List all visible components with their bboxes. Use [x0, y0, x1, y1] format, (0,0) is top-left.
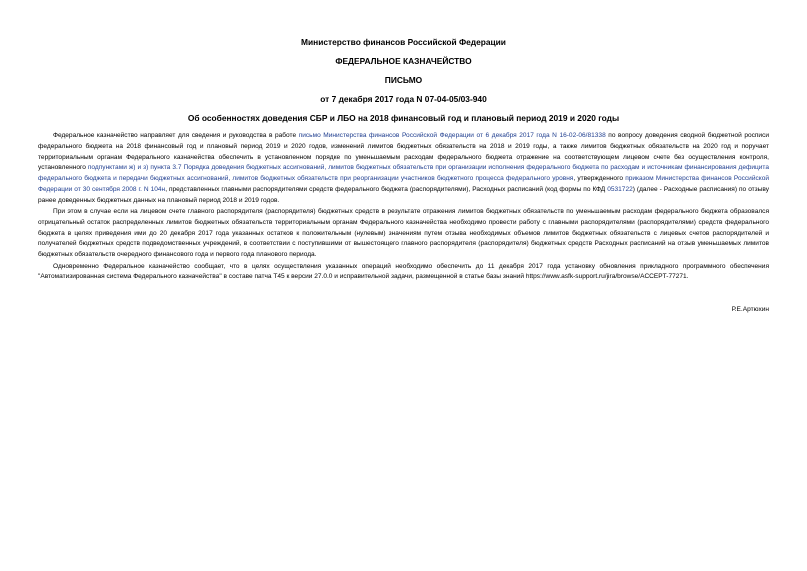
agency-heading: ФЕДЕРАЛЬНОЕ КАЗНАЧЕЙСТВО [335, 56, 472, 66]
link-ministry-letter[interactable]: письмо Министерства финансов Российской Федерации от 6 декабря 2017 года N 16-02-06/81338 [298, 132, 606, 139]
document-type-heading: ПИСЬМО [384, 75, 423, 85]
paragraph-1-text-3: , утвержденного [573, 175, 626, 183]
paragraph-1-text-1: Федеральное казначейство направляет для сведения и руководства в работе [53, 132, 299, 139]
document-subject: Об особенностях доведения СБР и ЛБО на 2018 финансовый год и плановый период 2019 и 2020 годы [187, 113, 620, 123]
ministry-heading: Министерство финансов Российской Федерации [301, 37, 506, 47]
link-ministry-order[interactable]: приказом Министерства финансов Российской Федерации от 30 сентября 2008 г. N 104н [38, 175, 769, 193]
link-procedure-subclauses[interactable]: подпунктами ж) и з) пункта 3.7 Порядка доведения бюджетных ассигнований, лимитов бюджетных обязательств при организации исполнения федерального бюджета по расходам и источникам финансирования дефицита федерального бюджета и передачи бюджетных ассигнований, лимитов бюджетных обязательств при реорганизации участников бюджетного процесса федерального уровня [38, 164, 770, 183]
signature: Р.Е.Артюхин [731, 306, 769, 313]
link-form-code[interactable]: 0531722 [607, 185, 633, 193]
paragraph-1-text-2: по вопросу доведения сводной бюджетной росписи федерального бюджета на 2018 финансовый год и плановый период 2019 и 2020 годов, изменений лимитов бюджетных обязательств на 2018 и 2019 годы, а также лимитов бюджетных обязательств на 2020 год и поручает территориальным органам Федерального казначейства обеспечить в установленном порядке по уменьшаемым расходам федерального бюджета отражение на соответствующем лицевом счете без осуществления контроля, установленного [38, 132, 770, 172]
paragraph-1-text-4: , представленных главными распорядителями средств федерального бюджета (распорядителями), Расходных расписаний (код формы по КФД [165, 185, 608, 193]
paragraph-3: Одновременно Федеральное казначейство сообщает, что в целях осуществления указанных операций необходимо обеспечить до 11 декабря 2017 года установку обновления прикладного программного обеспечения "Автоматизированная система Федерального казначейства" в составе патча Т45 к версии 27.0.0 и исправительной задачи, размещенной в статье базы знаний https://www.asfk-support.ru/jira/browse/ACCEPT-77271. [38, 262, 769, 281]
paragraph-1 [38, 131, 769, 207]
paragraph-1-text-5: ) (далее - Расходные расписания) по отзыву ранее доведенных бюджетных данных на плановый период 2018 и 2019 годов. [38, 185, 770, 204]
paragraph-2: При этом в случае если на лицевом счете главного распорядителя (распорядителя) бюджетных средств в результате отражения лимитов бюджетных обязательств по уменьшаемым расходам федерального бюджета образовался отрицательный остаток распределенных лимитов бюджетных обязательств территориальным органам Федерального казначейства необходимо провести работу с главными распорядителями (распорядителями) средств федерального бюджета в целях приведения ими до 20 декабря 2017 года указанных остатков к положительным (нулевым) значениям путем отзыва необходимых объемов лимитов бюджетных обязательств с лицевых счетов распорядителей и получателей бюджетных средств подведомственных учреждений, в соответствии с поступившими от вышестоящего главного распорядителя (распорядителя) бюджетных средств Расходных расписаний на отзыв уменьшаемых лимитов бюджетных обязательств очередного финансового года и первого года планового периода. [38, 208, 769, 259]
document-body [38, 131, 769, 283]
document-date-number: от 7 декабря 2017 года N 07-04-05/03-940 [320, 94, 487, 104]
